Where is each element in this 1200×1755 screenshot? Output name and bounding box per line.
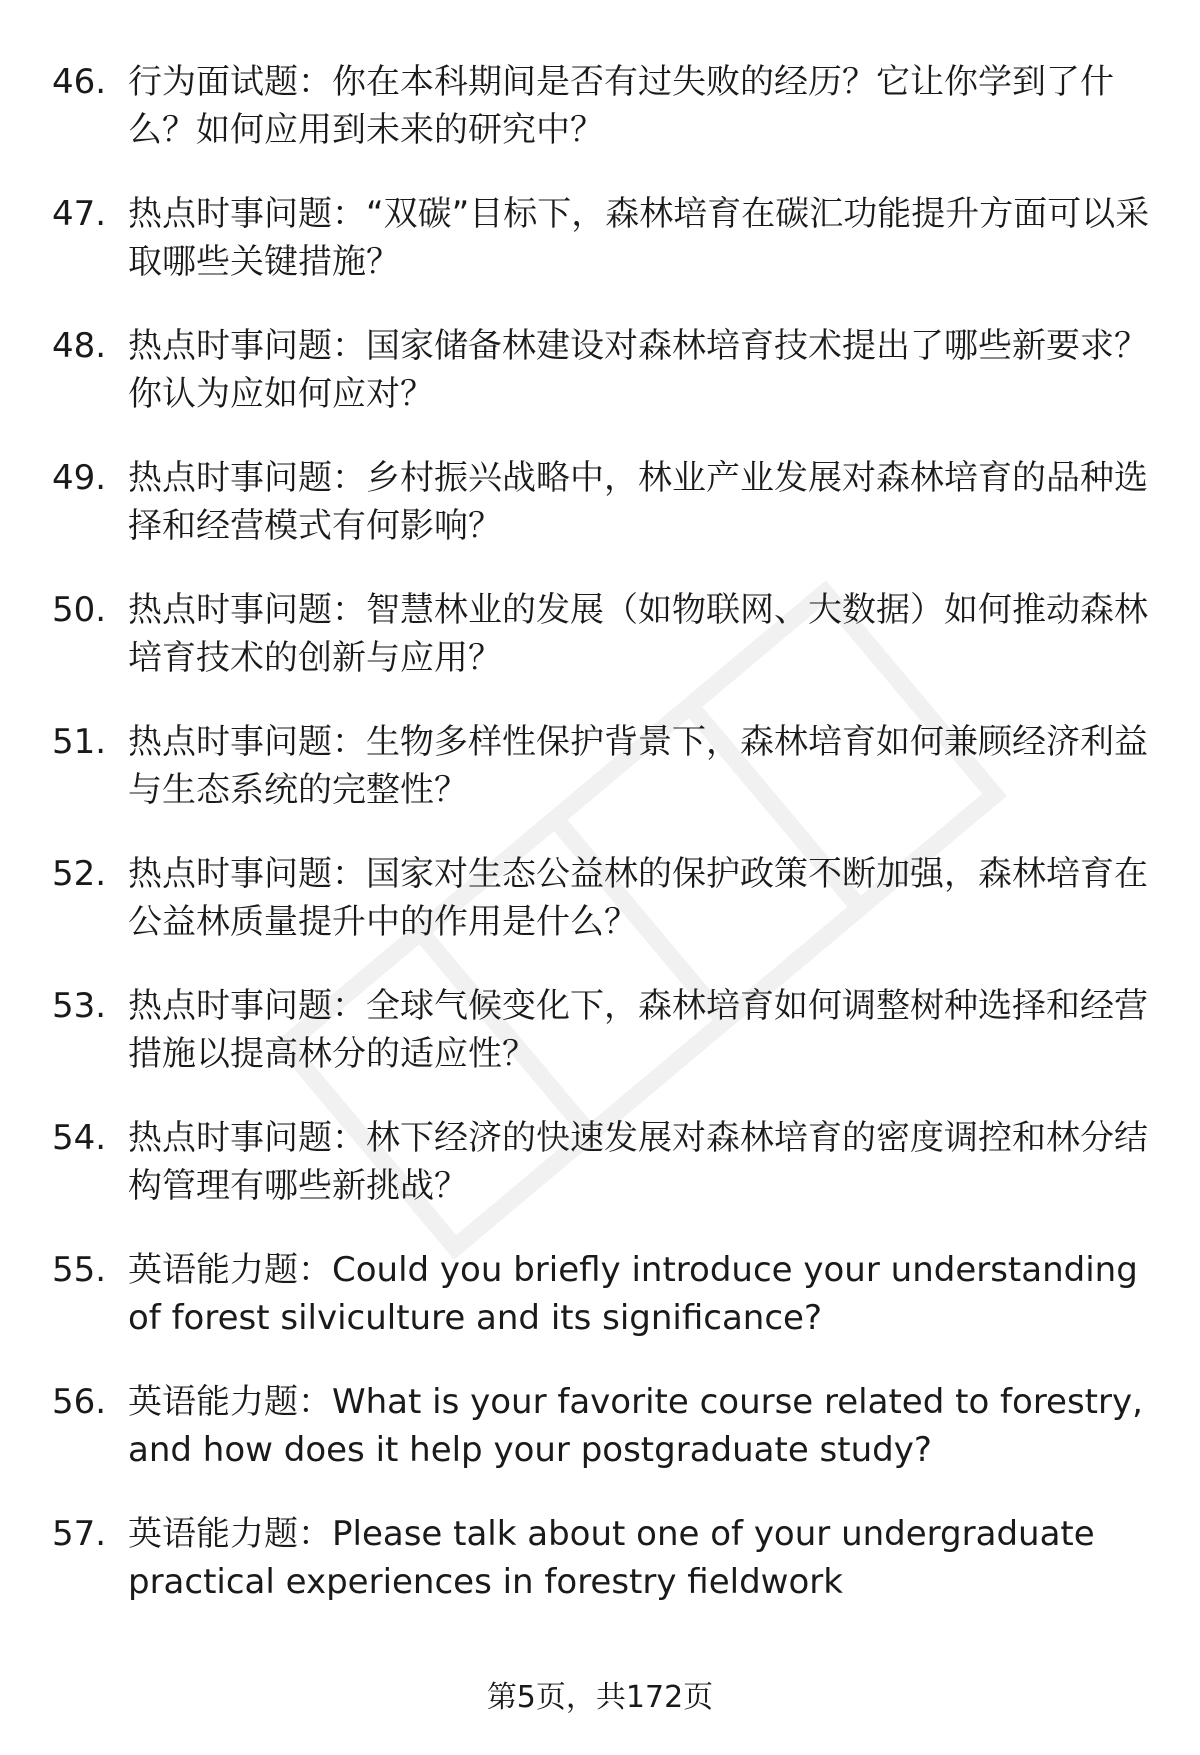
question-text: 你在本科期间是否有过失败的经历？它让你学到了什么？如何应用到未来的研究中？ — [128, 62, 1114, 150]
question-item — [0, 322, 1200, 454]
question-body — [128, 1114, 1163, 1210]
question-item — [0, 1246, 1200, 1378]
question-number: 47. — [52, 194, 107, 234]
page-footer: 第5页，共172页 — [486, 1680, 714, 1715]
question-body — [128, 454, 1163, 550]
question-number: 46. — [52, 62, 107, 102]
question-body — [128, 850, 1163, 946]
question-category: 热点时事问题： — [128, 194, 366, 234]
question-category: 热点时事问题： — [128, 326, 366, 366]
question-number: 53. — [52, 986, 107, 1026]
question-category: 热点时事问题： — [128, 458, 366, 498]
question-text: 国家对生态公益林的保护政策不断加强，森林培育在公益林质量提升中的作用是什么？ — [128, 854, 1148, 942]
question-number: 55. — [52, 1250, 107, 1290]
question-category: 英语能力题： — [128, 1250, 332, 1290]
question-body — [128, 1378, 1163, 1474]
question-body — [128, 586, 1163, 682]
question-text: 林下经济的快速发展对森林培育的密度调控和林分结构管理有哪些新挑战？ — [128, 1118, 1148, 1206]
question-category: 热点时事问题： — [128, 986, 366, 1026]
question-text: Could you briefly introduce your understanding of forest silviculture and its significance? — [128, 1250, 1138, 1338]
question-item — [0, 1114, 1200, 1246]
question-item — [0, 1510, 1200, 1642]
question-number: 50. — [52, 590, 107, 630]
question-item — [0, 454, 1200, 586]
question-text: Please talk about one of your undergraduate practical experiences in forestry fieldwork — [128, 1514, 1095, 1602]
question-body — [128, 1510, 1163, 1606]
question-item — [0, 850, 1200, 982]
question-number: 51. — [52, 722, 107, 762]
question-item — [0, 190, 1200, 322]
question-list — [0, 58, 1200, 1642]
question-number: 57. — [52, 1514, 107, 1554]
question-item — [0, 1378, 1200, 1510]
question-number: 49. — [52, 458, 107, 498]
question-text: 乡村振兴战略中，林业产业发展对森林培育的品种选择和经营模式有何影响？ — [128, 458, 1148, 546]
question-number: 56. — [52, 1382, 107, 1422]
question-item — [0, 982, 1200, 1114]
question-body — [128, 190, 1163, 286]
question-text: 智慧林业的发展（如物联网、大数据）如何推动森林培育技术的创新与应用？ — [128, 590, 1148, 678]
question-text: What is your favorite course related to forestry, and how does it help your postgraduate study? — [128, 1382, 1143, 1470]
question-text: 国家储备林建设对森林培育技术提出了哪些新要求？你认为应如何应对？ — [128, 326, 1148, 414]
question-category: 热点时事问题： — [128, 722, 366, 762]
question-body — [128, 322, 1163, 418]
question-text: “双碳”目标下，森林培育在碳汇功能提升方面可以采取哪些关键措施？ — [128, 194, 1150, 282]
question-body — [128, 718, 1163, 814]
question-number: 48. — [52, 326, 107, 366]
question-item — [0, 586, 1200, 718]
question-text: 全球气候变化下，森林培育如何调整树种选择和经营措施以提高林分的适应性？ — [128, 986, 1148, 1074]
question-category: 热点时事问题： — [128, 590, 366, 630]
question-category: 英语能力题： — [128, 1514, 332, 1554]
question-category: 英语能力题： — [128, 1382, 332, 1422]
question-body — [128, 982, 1163, 1078]
question-body — [128, 1246, 1163, 1342]
question-category: 热点时事问题： — [128, 854, 366, 894]
question-body — [128, 58, 1163, 154]
question-text: 生物多样性保护背景下，森林培育如何兼顾经济利益与生态系统的完整性？ — [128, 722, 1148, 810]
question-number: 52. — [52, 854, 107, 894]
question-number: 54. — [52, 1118, 107, 1158]
question-item — [0, 718, 1200, 850]
question-category: 热点时事问题： — [128, 1118, 366, 1158]
question-category: 行为面试题： — [128, 62, 332, 102]
question-item — [0, 58, 1200, 190]
